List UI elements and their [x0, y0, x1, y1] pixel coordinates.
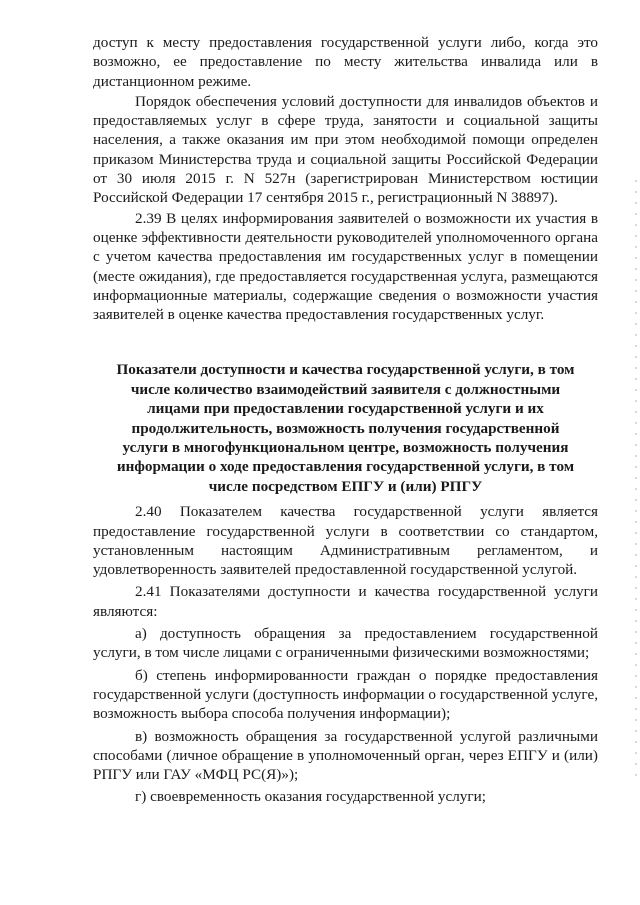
- list-item-b: б) степень информированности граждан о порядке предоставления государственной услуги (доступность информации о государственной услуге, возможность выбора способа получения информации);: [93, 666, 598, 723]
- scan-edge-artifact: [635, 180, 637, 780]
- list-item-v: в) возможность обращения за государственной услугой различными способами (личное обращение в уполномоченный орган, через ЕПГУ и (или) РПГУ или ГАУ «МФЦ РС(Я)»);: [93, 727, 598, 784]
- paragraph-2-41: 2.41 Показателями доступности и качества государственной услуги являются:: [93, 583, 598, 620]
- list-item-a: а) доступность обращения за предоставлением государственной услуги, в том числе лицами с ограниченными физическими возможностями;: [93, 625, 598, 662]
- paragraph-2-39: 2.39 В целях информирования заявителей о возможности их участия в оценке эффективности деятельности руководителей уполномоченного органа с учетом качества предоставления им государственных услуг в помещении (месте ожидания), где предоставляется государственная услуга, размещаются информационные материалы, содержащие сведения о возможности участия заявителей в оценке качества предоставления государственных услуг.: [93, 209, 598, 324]
- paragraph-2-40: 2.40 Показателем качества государственной услуги является предоставление государственной услуги в соответствии со стандартом, установленным настоящим Административным регламентом, и удовлетворенность заявителей предоставленной государственной услугой.: [93, 503, 598, 579]
- list-item-g: г) своевременность оказания государственной услуги;: [135, 788, 486, 806]
- paragraph-accessibility-order: Порядок обеспечения условий доступности для инвалидов объектов и предоставляемых услуг в сфере труда, занятости и социальной защиты населения, а также оказания им при этом необходимой помощи определен приказом Министерства труда и социальной защиты Российской Федерации от 30 июля 2015 г. N 527н (зарегистрирован Министерством юстиции Российской Федерации 17 сентября 2015 г., регистрационный N 38897).: [93, 92, 598, 207]
- paragraph-continuation: доступ к месту предоставления государственной услуги либо, когда это возможно, ее предоставление по месту жительства инвалида или в дистанционном режиме.: [93, 34, 598, 90]
- section-heading: Показатели доступности и качества государственной услуги, в том числе количество взаимодействий заявителя с должностными лицами при предоставлении государственной услуги и их продолжительность, возможность получения государственной услуги в многофункциональном центре, возможность получения информации о ходе предоставления государственной услуги, в том числе посредством ЕПГУ и (или) РПГУ: [116, 361, 575, 495]
